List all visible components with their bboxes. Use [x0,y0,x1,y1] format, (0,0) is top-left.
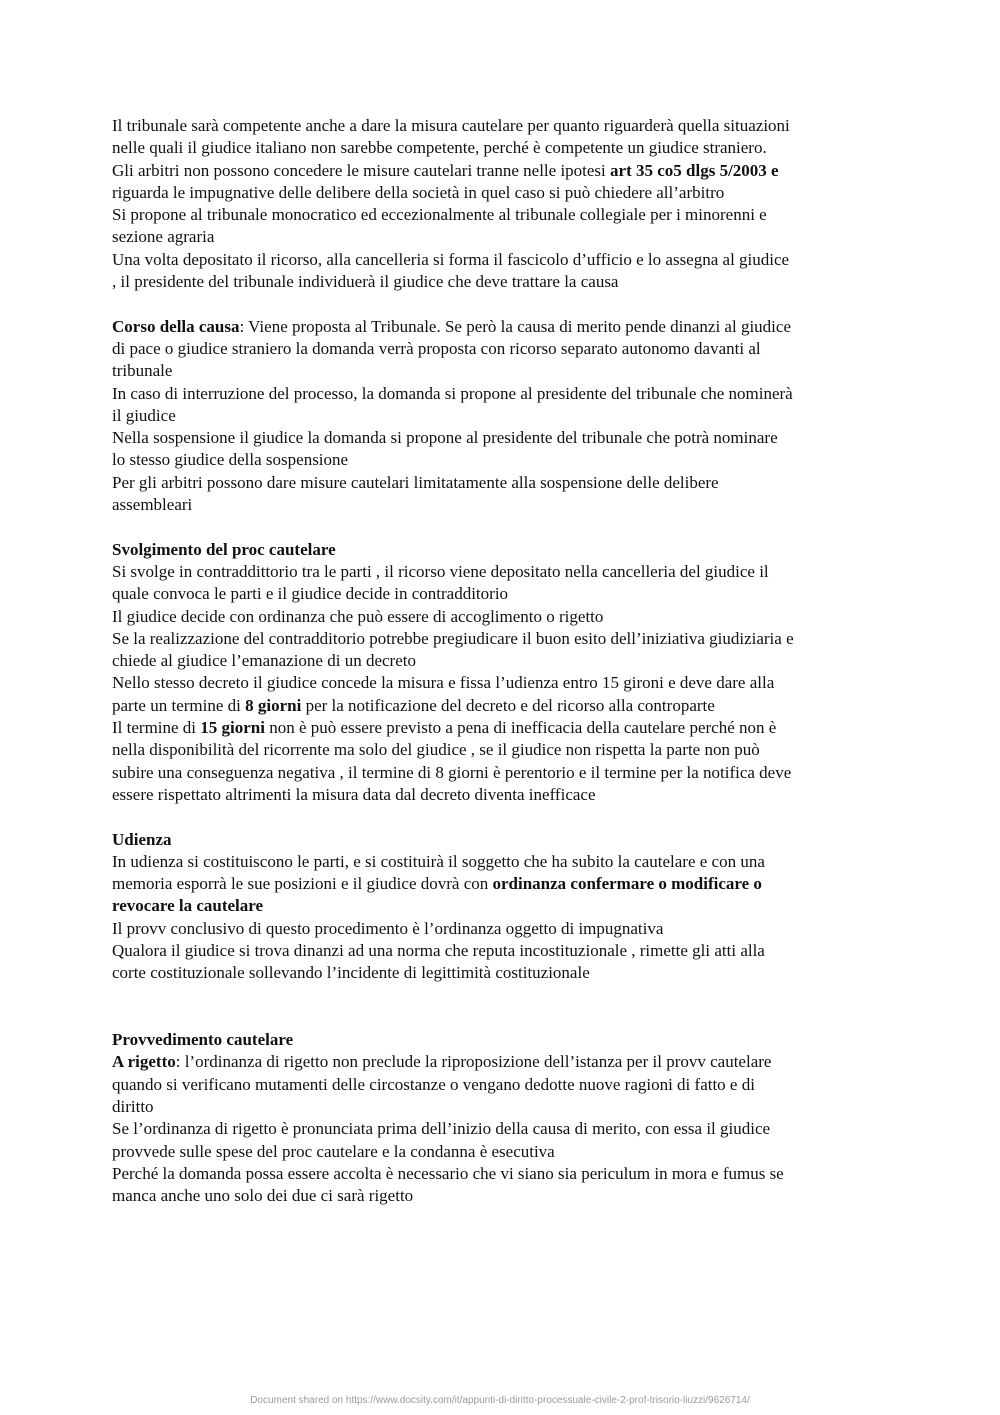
paragraph-line: Nello stesso decreto il giudice concede la misura e fissa l’udienza entro 15 gironi e deve dare alla [112,673,775,693]
paragraph-line: lo stesso giudice della sospensione [112,450,349,470]
paragraph-line: Qualora il giudice si trova dinanzi ad una norma che reputa incostituzionale , rimette gli atti alla [112,940,765,960]
corso-section [112,316,902,517]
paragraph-line: Si svolge in contraddittorio tra le parti , il ricorso viene depositato nella cancelleria del giudice il [112,561,769,581]
paragraph-line: Una volta depositato il ricorso, alla cancelleria si forma il fascicolo d’ufficio e lo assegna al giudice [112,249,790,269]
bold-term: 15 giorni [200,718,265,738]
paragraph-line [112,160,902,182]
spacer [112,516,902,538]
document-footer: Document shared on https://www.docsity.com/it/appunti-di-diritto-processuale-civile-2-prof-trisorio-liuzzi/9626714/ [250,1395,750,1406]
text-span: per la notificazione del decreto e del ricorso alla controparte [301,695,715,715]
paragraph-line: provvede sulle spese del proc cautelare e la condanna è esecutiva [112,1141,555,1161]
paragraph-line: Nella sospensione il giudice la domanda si propone al presidente del tribunale che potrà nominare [112,428,778,448]
paragraph-line: subire una conseguenza negativa , il termine di 8 giorni è perentorio e il termine per la notifica deve [112,762,792,782]
paragraph-line: , il presidente del tribunale individuerà il giudice che deve trattare la causa [112,272,619,292]
paragraph-line: riguarda le impugnative delle delibere della società in quel caso si può chiedere all’arbitro [112,182,725,202]
intro-section [112,115,902,293]
paragraph-line: diritto [112,1097,154,1117]
section-heading: Corso della causa [112,316,240,336]
bold-term: 8 giorni [245,695,302,715]
bold-phrase: ordinanza confermare o modificare o [492,874,762,894]
paragraph-line: corte costituzionale sollevando l’incidente di legittimità costituzionale [112,963,590,983]
paragraph-line: manca anche uno solo dei due ci sarà rigetto [112,1186,414,1206]
section-heading: Svolgimento del proc cautelare [112,539,336,559]
document-page [112,115,902,1208]
paragraph-line [112,1051,902,1073]
paragraph-line: Se l’ordinanza di rigetto è pronunciata prima dell’inizio della causa di merito, con essa il giudice [112,1119,771,1139]
bold-term: A rigetto [112,1052,176,1072]
paragraph-line: Si propone al tribunale monocratico ed eccezionalmente al tribunale collegiale per i minorenni e [112,205,767,225]
paragraph-line: Il tribunale sarà competente anche a dare la misura cautelare per quanto riguarderà quella situazioni [112,116,790,135]
text-span: memoria esporrà le sue posizioni e il giudice dovrà con [112,874,493,894]
paragraph-line [112,316,902,338]
paragraph-line: Il provv conclusivo di questo procedimento è l’ordinanza oggetto di impugnativa [112,918,664,938]
section-heading: Udienza [112,829,172,849]
udienza-section [112,829,902,985]
paragraph-line: sezione agraria [112,227,215,247]
provvedimento-section [112,1029,902,1207]
text-span: Il termine di [112,718,201,738]
paragraph-line: chiede al giudice l’emanazione di un decreto [112,651,416,671]
text-span: : Viene proposta al Tribunale. Se però la causa di merito pende dinanzi al giudice [239,316,791,336]
paragraph-line: essere rispettato altrimenti la misura data dal decreto diventa inefficace [112,784,596,804]
spacer [112,806,902,828]
paragraph-line: Il giudice decide con ordinanza che può essere di accoglimento o rigetto [112,606,604,626]
paragraph-line: quale convoca le parti e il giudice decide in contradditorio [112,584,509,604]
paragraph-line: tribunale [112,361,173,381]
spacer [112,985,902,1030]
spacer [112,293,902,315]
text-span: parte un termine di [112,695,246,715]
bold-reference: art 35 co5 dlgs 5/2003 e [610,160,779,180]
paragraph-line: nelle quali il giudice italiano non sarebbe competente, perché è competente un giudice straniero. [112,138,767,158]
text-span: : l’ordinanza di rigetto non preclude la riproposizione dell’istanza per il provv cautelare [175,1052,772,1072]
paragraph-line [112,695,902,717]
paragraph-line [112,717,902,739]
paragraph-line: Perché la domanda possa essere accolta è necessario che vi siano sia periculum in mora e fumus se [112,1163,784,1183]
paragraph-line: Per gli arbitri possono dare misure cautelari limitatamente alla sospensione delle delibere [112,472,719,492]
paragraph-line: il giudice [112,405,176,425]
paragraph-line: quando si verificano mutamenti delle circostanze o vengano dedotte nuove ragioni di fatto e di [112,1074,755,1094]
paragraph-line: nella disponibilità del ricorrente ma solo del giudice , se il giudice non rispetta la parte non può [112,740,760,760]
paragraph-line: Se la realizzazione del contradditorio potrebbe pregiudicare il buon esito dell’iniziativa giudiziaria e [112,628,794,648]
section-heading: Provvedimento cautelare [112,1030,294,1050]
text-span: Gli arbitri non possono concedere le misure cautelari tranne nelle ipotesi [112,160,611,180]
svolgimento-section [112,539,902,807]
paragraph-line: di pace o giudice straniero la domanda verrà proposta con ricorso separato autonomo davanti al [112,338,761,358]
paragraph-line: In udienza si costituiscono le parti, e si costituirà il soggetto che ha subito la cautelare e con una [112,851,765,871]
paragraph-line: revocare la cautelare [112,896,264,916]
paragraph-line: In caso di interruzione del processo, la domanda si propone al presidente del tribunale che nominerà [112,383,793,403]
text-span: non è può essere previsto a pena di inefficacia della cautelare perché non è [264,718,777,738]
paragraph-line [112,873,902,895]
paragraph-line: assembleari [112,495,193,515]
